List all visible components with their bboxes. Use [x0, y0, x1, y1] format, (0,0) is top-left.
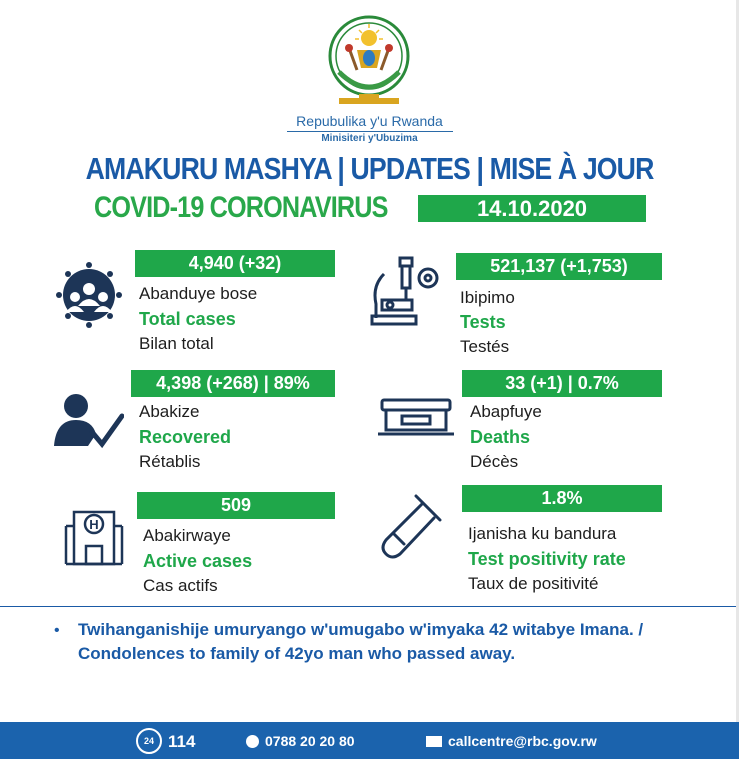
tests-en: Tests [460, 312, 506, 332]
whatsapp-item [246, 722, 355, 759]
active-cases-fr: Cas actifs [143, 576, 218, 595]
phone-24-icon: 24 [136, 728, 162, 754]
footer-bar [0, 722, 739, 759]
divider [287, 131, 453, 132]
tests-rw: Ibipimo [460, 288, 515, 307]
deaths-value: 33 (+1) | 0.7% [462, 370, 662, 397]
recovered-fr: Rétablis [139, 452, 201, 471]
svg-text:H: H [89, 517, 99, 532]
whatsapp-number[interactable]: 0788 20 20 80 [265, 732, 355, 749]
positivity-fr: Taux de positivité [468, 574, 599, 593]
recovered-en: Recovered [139, 427, 232, 447]
republic-name: Repubulika y'u Rwanda [296, 113, 443, 129]
virus-people-icon [56, 262, 122, 328]
ministry-name: Minisiteri y'Ubuzima [321, 133, 418, 144]
recovered-rw: Abakize [139, 402, 200, 421]
tests-value: 521,137 (+1,753) [456, 253, 662, 280]
whatsapp-icon [246, 735, 259, 748]
section-divider [0, 606, 736, 607]
total-cases-value: 4,940 (+32) [135, 250, 335, 277]
deaths-fr: Décès [470, 452, 519, 471]
date-badge: 14.10.2020 [418, 195, 646, 222]
positivity-rw: Ijanisha ku bandura [468, 524, 617, 543]
active-cases-en: Active cases [143, 551, 253, 571]
tests-fr: Testés [460, 337, 510, 356]
recovered-value: 4,398 (+268) | 89% [131, 370, 335, 397]
deaths-en: Deaths [470, 427, 531, 447]
hotline-item [136, 722, 195, 759]
active-cases-rw: Abakirwaye [143, 526, 231, 545]
condolence-note: Twihanganishije umuryango w'umugabo w'imyaka 42 witabye Imana. / Condolences to family of 42yo man who passed away. [78, 620, 644, 663]
email-address[interactable]: callcentre@rbc.gov.rw [448, 732, 597, 749]
test-tube-icon [372, 492, 444, 564]
hotline-number[interactable]: 114 [168, 731, 196, 751]
page-subtitle: COVID-19 CORONAVIRUS [94, 191, 388, 224]
note-bullet: • [54, 622, 60, 639]
total-cases-fr: Bilan total [139, 334, 214, 353]
active-cases-value: 509 [137, 492, 335, 519]
coffin-icon [376, 394, 456, 438]
microscope-icon [370, 256, 440, 326]
deaths-rw: Abapfuye [470, 402, 542, 421]
rwanda-coat-of-arms-icon [327, 12, 411, 108]
positivity-en: Test positivity rate [468, 549, 626, 569]
total-cases-en: Total cases [139, 309, 236, 329]
total-cases-rw: Abanduye bose [139, 284, 258, 303]
positivity-value: 1.8% [462, 485, 662, 512]
hospital-icon [64, 502, 124, 566]
email-item [426, 722, 597, 759]
page-title: AMAKURU MASHYA | UPDATES | MISE À JOUR [85, 151, 654, 186]
person-check-icon [52, 392, 124, 450]
envelope-icon [426, 736, 442, 747]
